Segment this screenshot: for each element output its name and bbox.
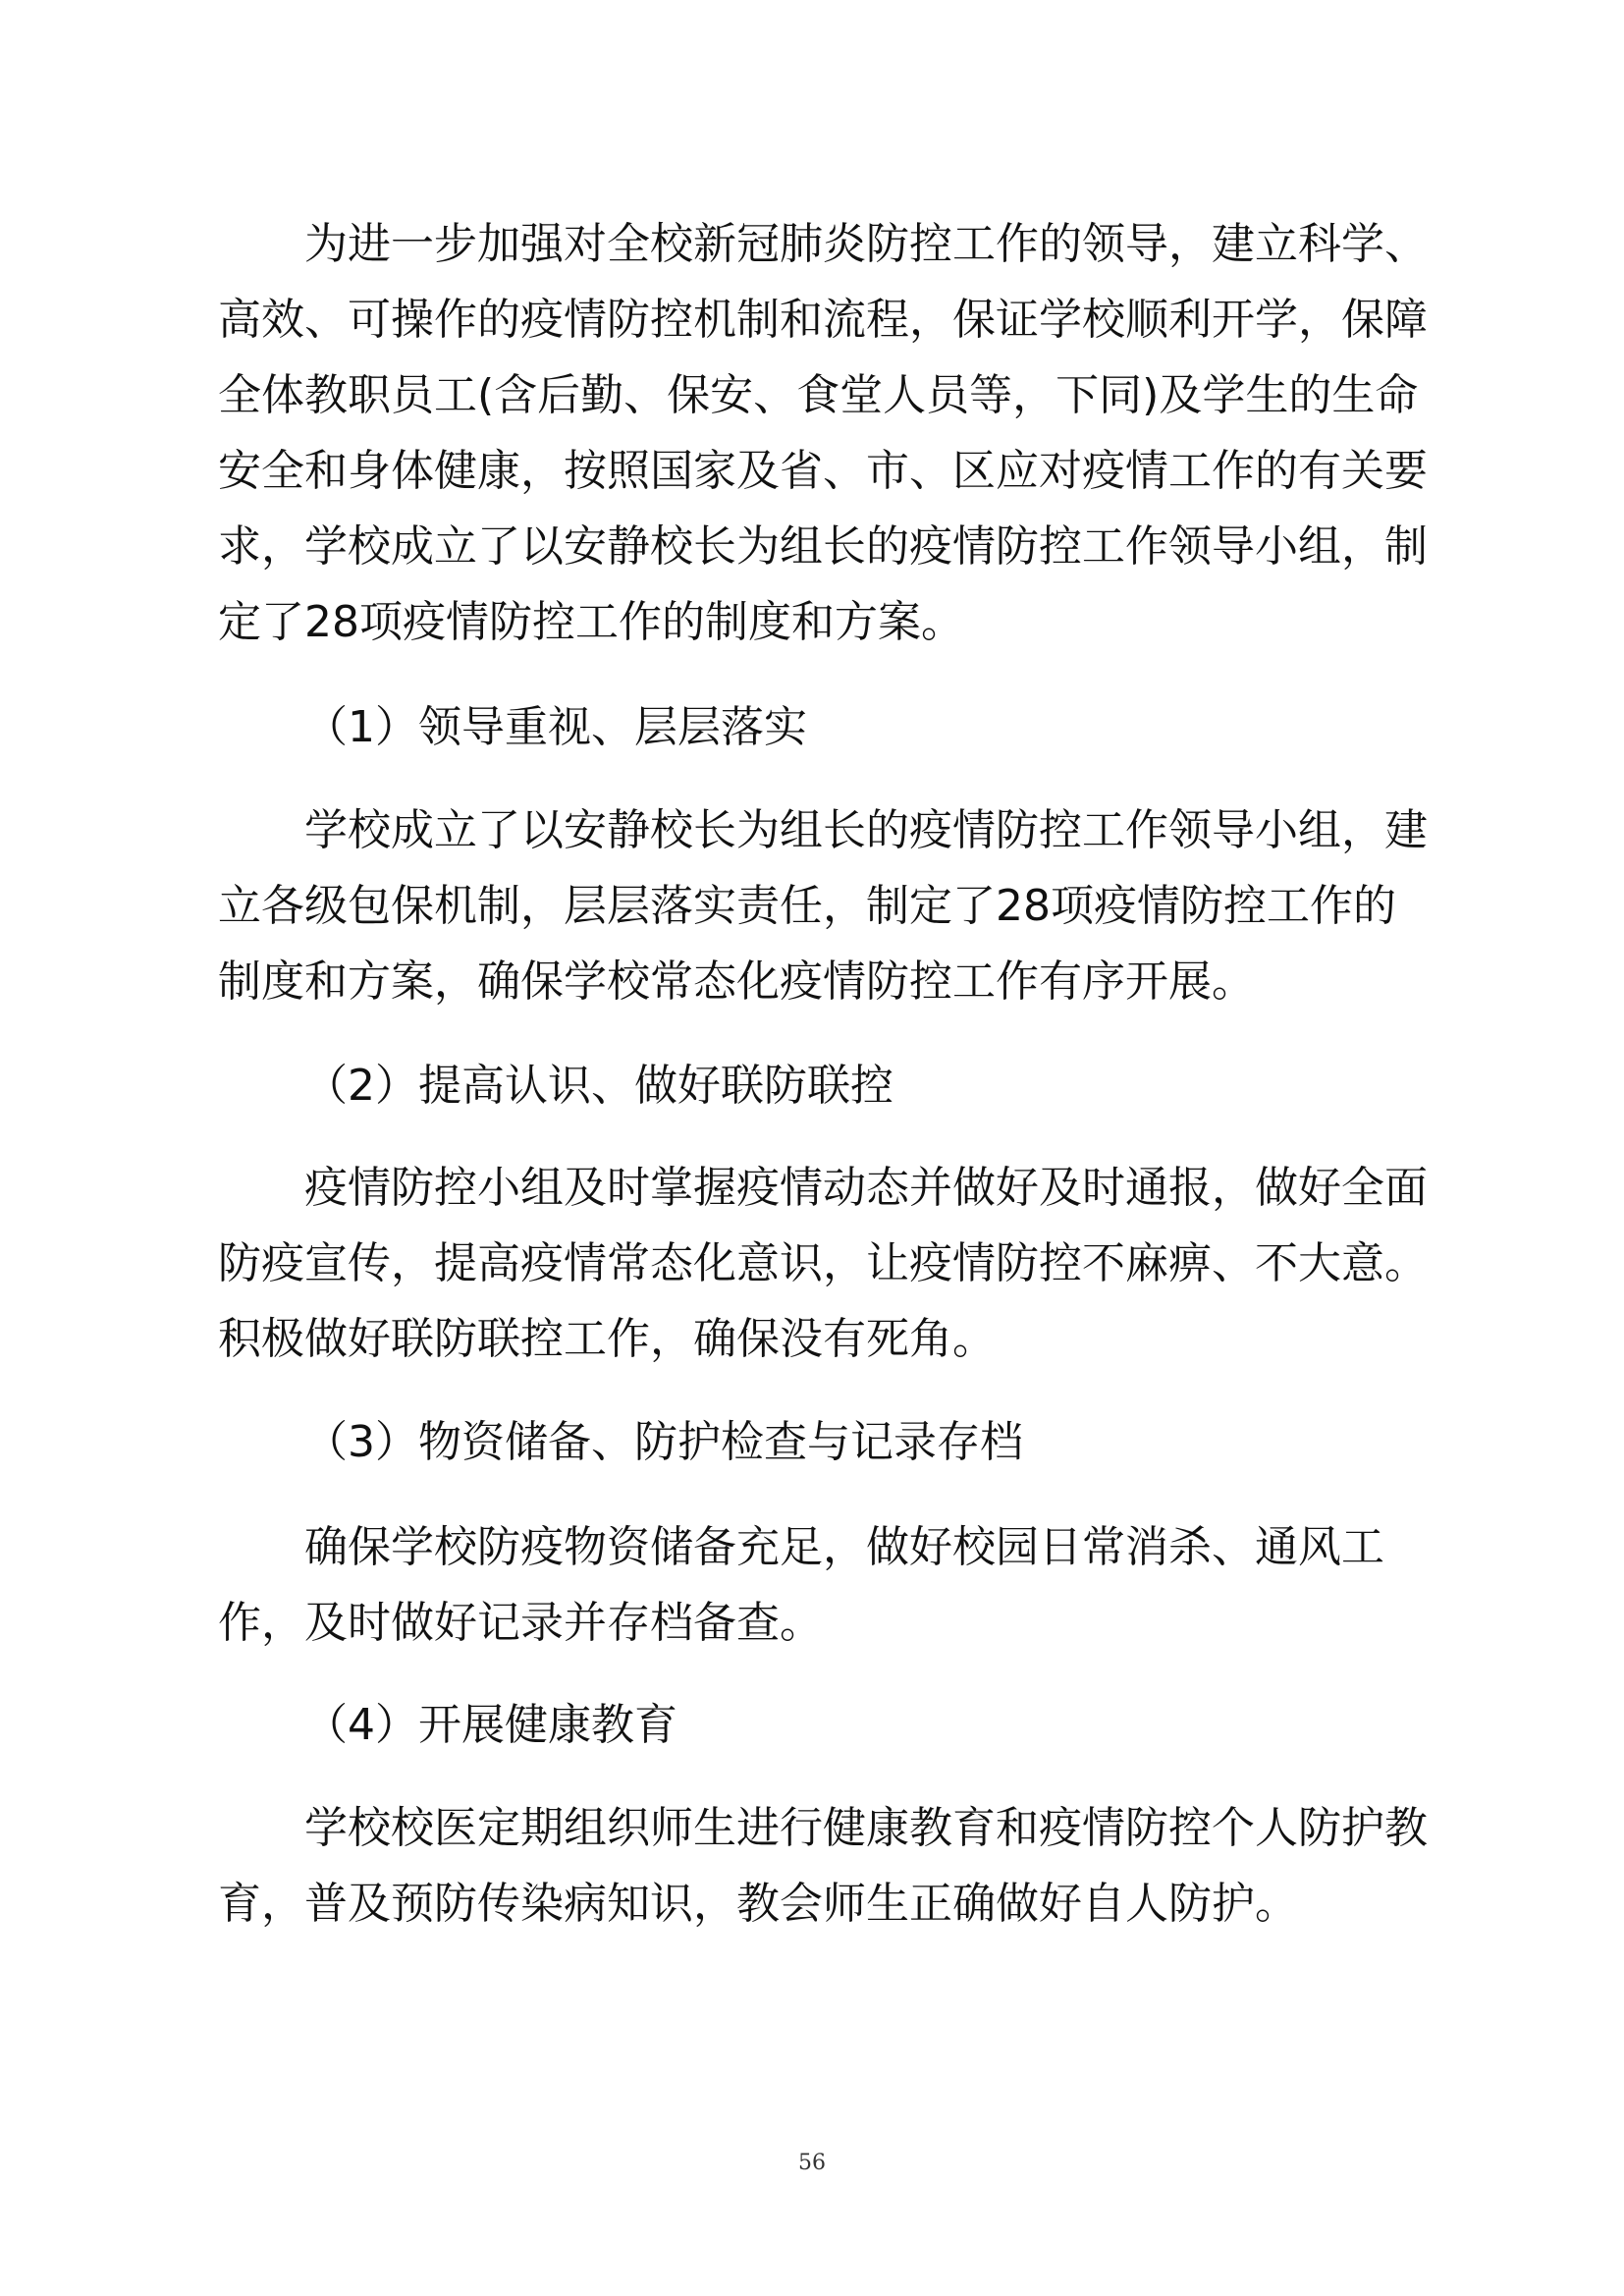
intro-paragraph: 为进一步加强对全校新冠肺炎防控工作的领导，建立科学、高效、可操作的疫情防控机制和流程，保证学校顺利开学，保障全体教职员工(含后勤、保安、食堂人员等，下同)及学生的生命安全和身体健康，按照国家及省、市、区应对疫情工作的有关要求，学校成立了以安静校长为组长的疫情防控工作领导小组，制定了28项疫情防控工作的制度和方案。	[218, 219, 1428, 647]
section-heading-4: （4）开展健康教育	[304, 1700, 677, 1750]
section-2-paragraph: 疫情防控小组及时掌握疫情动态并做好及时通报，做好全面防疫宣传，提高疫情常态化意识，让疫情防控不麻痹、不大意。积极做好联防联控工作，确保没有死角。	[218, 1163, 1428, 1364]
section-heading-3: （3）物资储备、防护检查与记录存档	[304, 1417, 1023, 1467]
section-3-paragraph: 确保学校防疫物资储备充足，做好校园日常消杀、通风工作，及时做好记录并存档备查。	[218, 1522, 1384, 1648]
section-heading-1: （1）领导重视、层层落实	[304, 702, 807, 752]
section-heading-2: （2）提高认识、做好联防联控	[304, 1061, 893, 1111]
section-4-paragraph: 学校校医定期组织师生进行健康教育和疫情防控个人防护教育，普及预防传染病知识，教会师生正确做好自人防护。	[218, 1803, 1428, 1929]
section-1-paragraph: 学校成立了以安静校长为组长的疫情防控工作领导小组，建立各级包保机制，层层落实责任，制定了28项疫情防控工作的制度和方案，确保学校常态化疫情防控工作有序开展。	[218, 805, 1428, 1007]
page-number: 56	[798, 2151, 826, 2175]
